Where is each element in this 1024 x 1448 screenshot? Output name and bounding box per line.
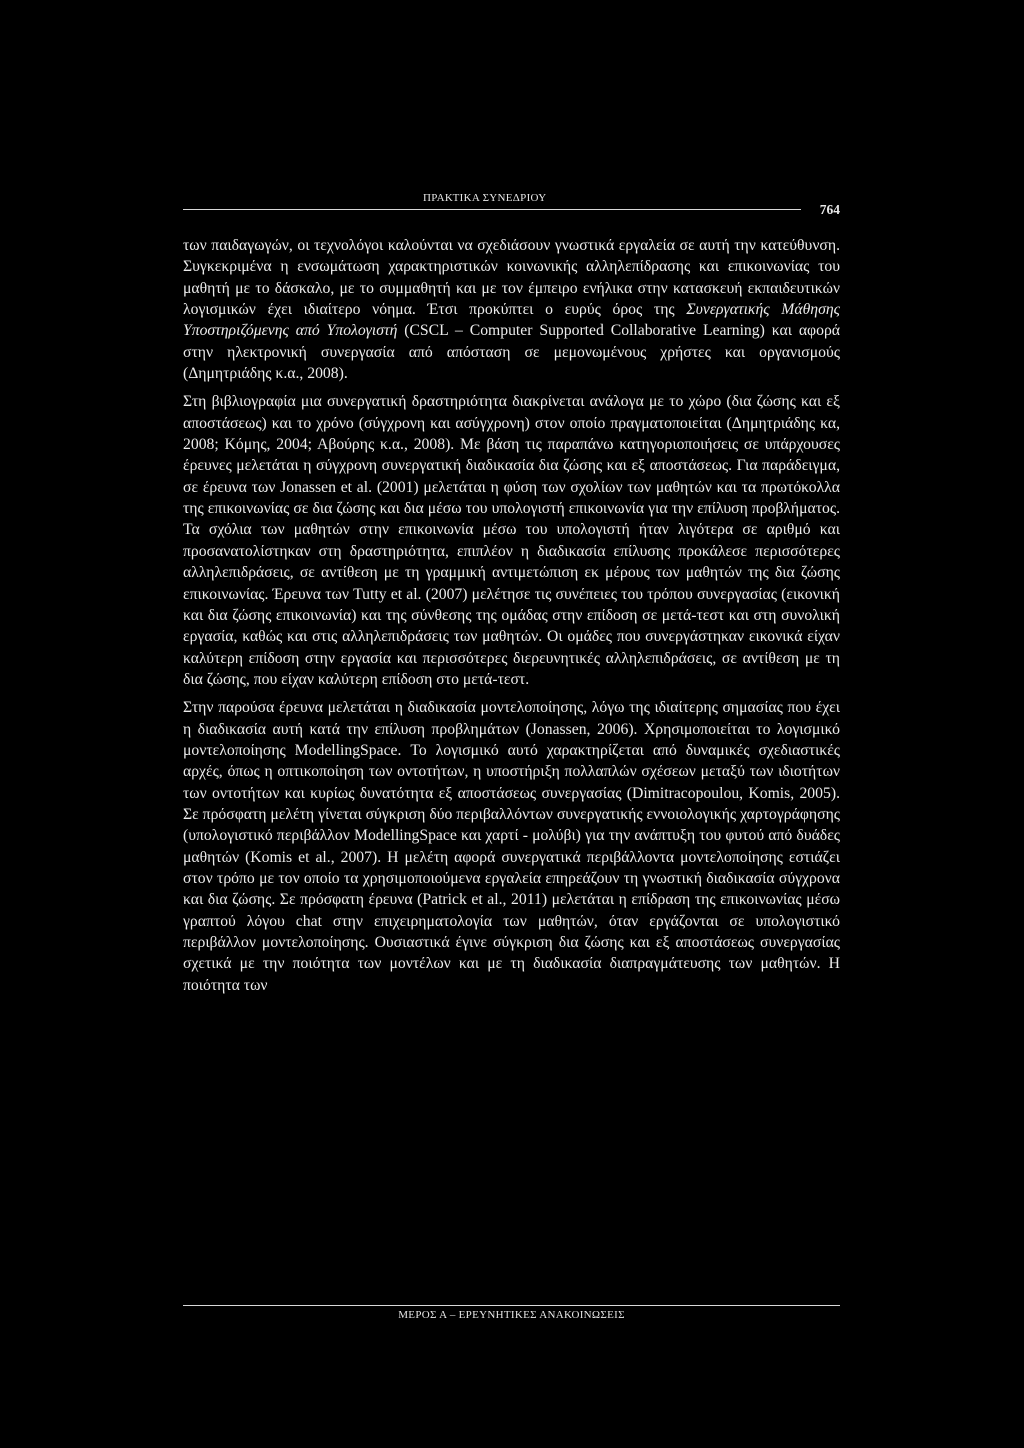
paragraph-2: Στη βιβλιογραφία μια συνεργατική δραστηριότητα διακρίνεται ανάλογα με το χώρο (δια ζώσης και εξ αποστάσεως) και το χρόνο (σύγχρονη και ασύγχρονη) στον οποίο πραγματοποιείται (Δημητριάδης κα, 2008; Κόμης, 2004; Αβούρης κ.α., 2008). Με βάση τις παραπάνω κατηγοριοποιήσεις σε υπάρχουσες έρευνες μελετάται η σύγχρονη συνεργατική διαδικασία δια ζώσης και εξ αποστάσεως. Για παράδειγμα, σε έρευνα των Jonassen et al. (2001) μελετάται η φύση των σχολίων των μαθητών και τα πρωτόκολλα της επικοινωνίας σε δια ζώσης και δια μέσω του υπολογιστή επικοινωνία για την επίλυση προβλήματος. Τα σχόλια των μαθητών στην επικοινωνία μέσω του υπολογιστή ήταν λιγότερα σε αριθμό και προσανατολίστηκαν στη δραστηριότητα, επιπλέον η διαδικασία επίλυσης προκάλεσε περισσότερες αλληλεπιδράσεις, σε αντίθεση με τη γραμμική αντιμετώπιση εκ μέρους των μαθητών της δια ζώσης επικοινωνίας. Έρευνα των Tutty et al. (2007) μελέτησε τις συνέπειες του τρόπου συνεργασίας (εικονική και δια ζώσης επικοινωνία) και της σύνθεσης της ομάδας στην επίδοση σε μετά-τεστ και στη συνολική εργασία, καθώς και στις αλληλεπιδράσεις των μαθητών. Οι ομάδες που συνεργάστηκαν εικονικά είχαν καλύτερη επίδοση στην εργασία και περισσότερες διερευνητικές αλληλεπιδράσεις, σε αντίθεση με τη δια ζώσης, που είχαν καλύτερη επίδοση στο μετά-τεστ. xyxy=(183,393,840,688)
header-rule xyxy=(183,209,801,210)
body-text xyxy=(183,235,840,996)
page-footer xyxy=(183,1305,840,1345)
document-page xyxy=(183,190,840,1370)
page-number: 764 xyxy=(819,202,840,217)
footer-text: ΜΕΡΟΣ Α – ΕΡΕΥΝΗΤΙΚΕΣ ΑΝΑΚΟΙΝΩΣΕΙΣ xyxy=(398,1309,625,1321)
paragraph-1 xyxy=(183,235,840,384)
paragraph-3: Στην παρούσα έρευνα μελετάται η διαδικασία μοντελοποίησης, λόγω της ιδιαίτερης σημασίας που έχει η διαδικασία αυτή κατά την επίλυση προβλημάτων (Jonassen, 2006). Χρησιμοποιείται το λογισμικό μοντελοποίησης ModellingSpace. Το λογισμικό αυτό χαρακτηρίζεται από δυναμικές σχεδιαστικές αρχές, όπως η οπτικοποίηση των οντοτήτων, η υποστήριξη πολλαπλών σχέσεων μεταξύ των ιδιοτήτων των οντοτήτων και κυρίως δυνατότητα εξ αποστάσεως συνεργασίας (Dimitracopoulou, Komis, 2005). Σε πρόσφατη μελέτη γίνεται σύγκριση δύο περιβαλλόντων συνεργατικής εννοιολογικής χαρτογράφησης (υπολογιστικό περιβάλλον ModellingSpace και χαρτί - μολύβι) για την ανάπτυξη του φυτού από δυάδες μαθητών (Komis et al., 2007). Η μελέτη αφορά συνεργατικά περιβάλλοντα μοντελοποίησης εστιάζει στον τρόπο με τον οποίο τα χρησιμοποιούμενα εργαλεία επηρεάζουν τη γνωστική διαδικασία σύγχρονα και δια ζώσης. Σε πρόσφατη έρευνα (Patrick et al., 2011) μελετάται η επίδραση της επικοινωνίας μέσω γραπτού λόγου chat στην επιχειρηματολογία των μαθητών, όταν εργάζονται σε υπολογιστικό περιβάλλον μοντελοποίησης. Ουσιαστικά έγινε σύγκριση δια ζώσης και εξ αποστάσεως συνεργασίας σχετικά με την ποιότητα των μοντέλων και με τη διαδικασία διαπραγμάτευσης των μαθητών. Η ποιότητα των xyxy=(183,699,840,994)
header-title: ΠΡΑΚΤΙΚΑ ΣΥΝΕΔΡΙΟΥ xyxy=(423,192,547,204)
footer-rule xyxy=(183,1305,840,1306)
paragraph-1-italic-term: Συνεργατικής Μάθησης Υποστηριζόμενης από Υπολογιστή xyxy=(183,301,840,340)
page-header xyxy=(183,190,840,216)
paragraph-1-text-a: των παιδαγωγών, οι τεχνολόγοι καλούνται να σχεδιάσουν γνωστικά εργαλεία σε αυτή την κατεύθυνση. Συγκεκριμένα η ενσωμάτωση χαρακτηριστικών κοινωνικής αλληλεπίδρασης και επικοινωνίας του μαθητή με το δάσκαλο, με το συμμαθητή και με τον έμπειρο ενήλικα στην κατασκευή εκπαιδευτικών λογισμικών έχει ιδιαίτερο νόημα. Έτσι προκύπτει ο ευρύς όρος της xyxy=(183,237,840,319)
paragraph-1-text-b: (CSCL – Computer Supported Collaborative Learning) και αφορά στην ηλεκτρονική συνεργασία από απόσταση σε μεμονωμένους χρήστες και οργανισμούς (Δημητριάδης κ.α., 2008). xyxy=(183,322,840,383)
